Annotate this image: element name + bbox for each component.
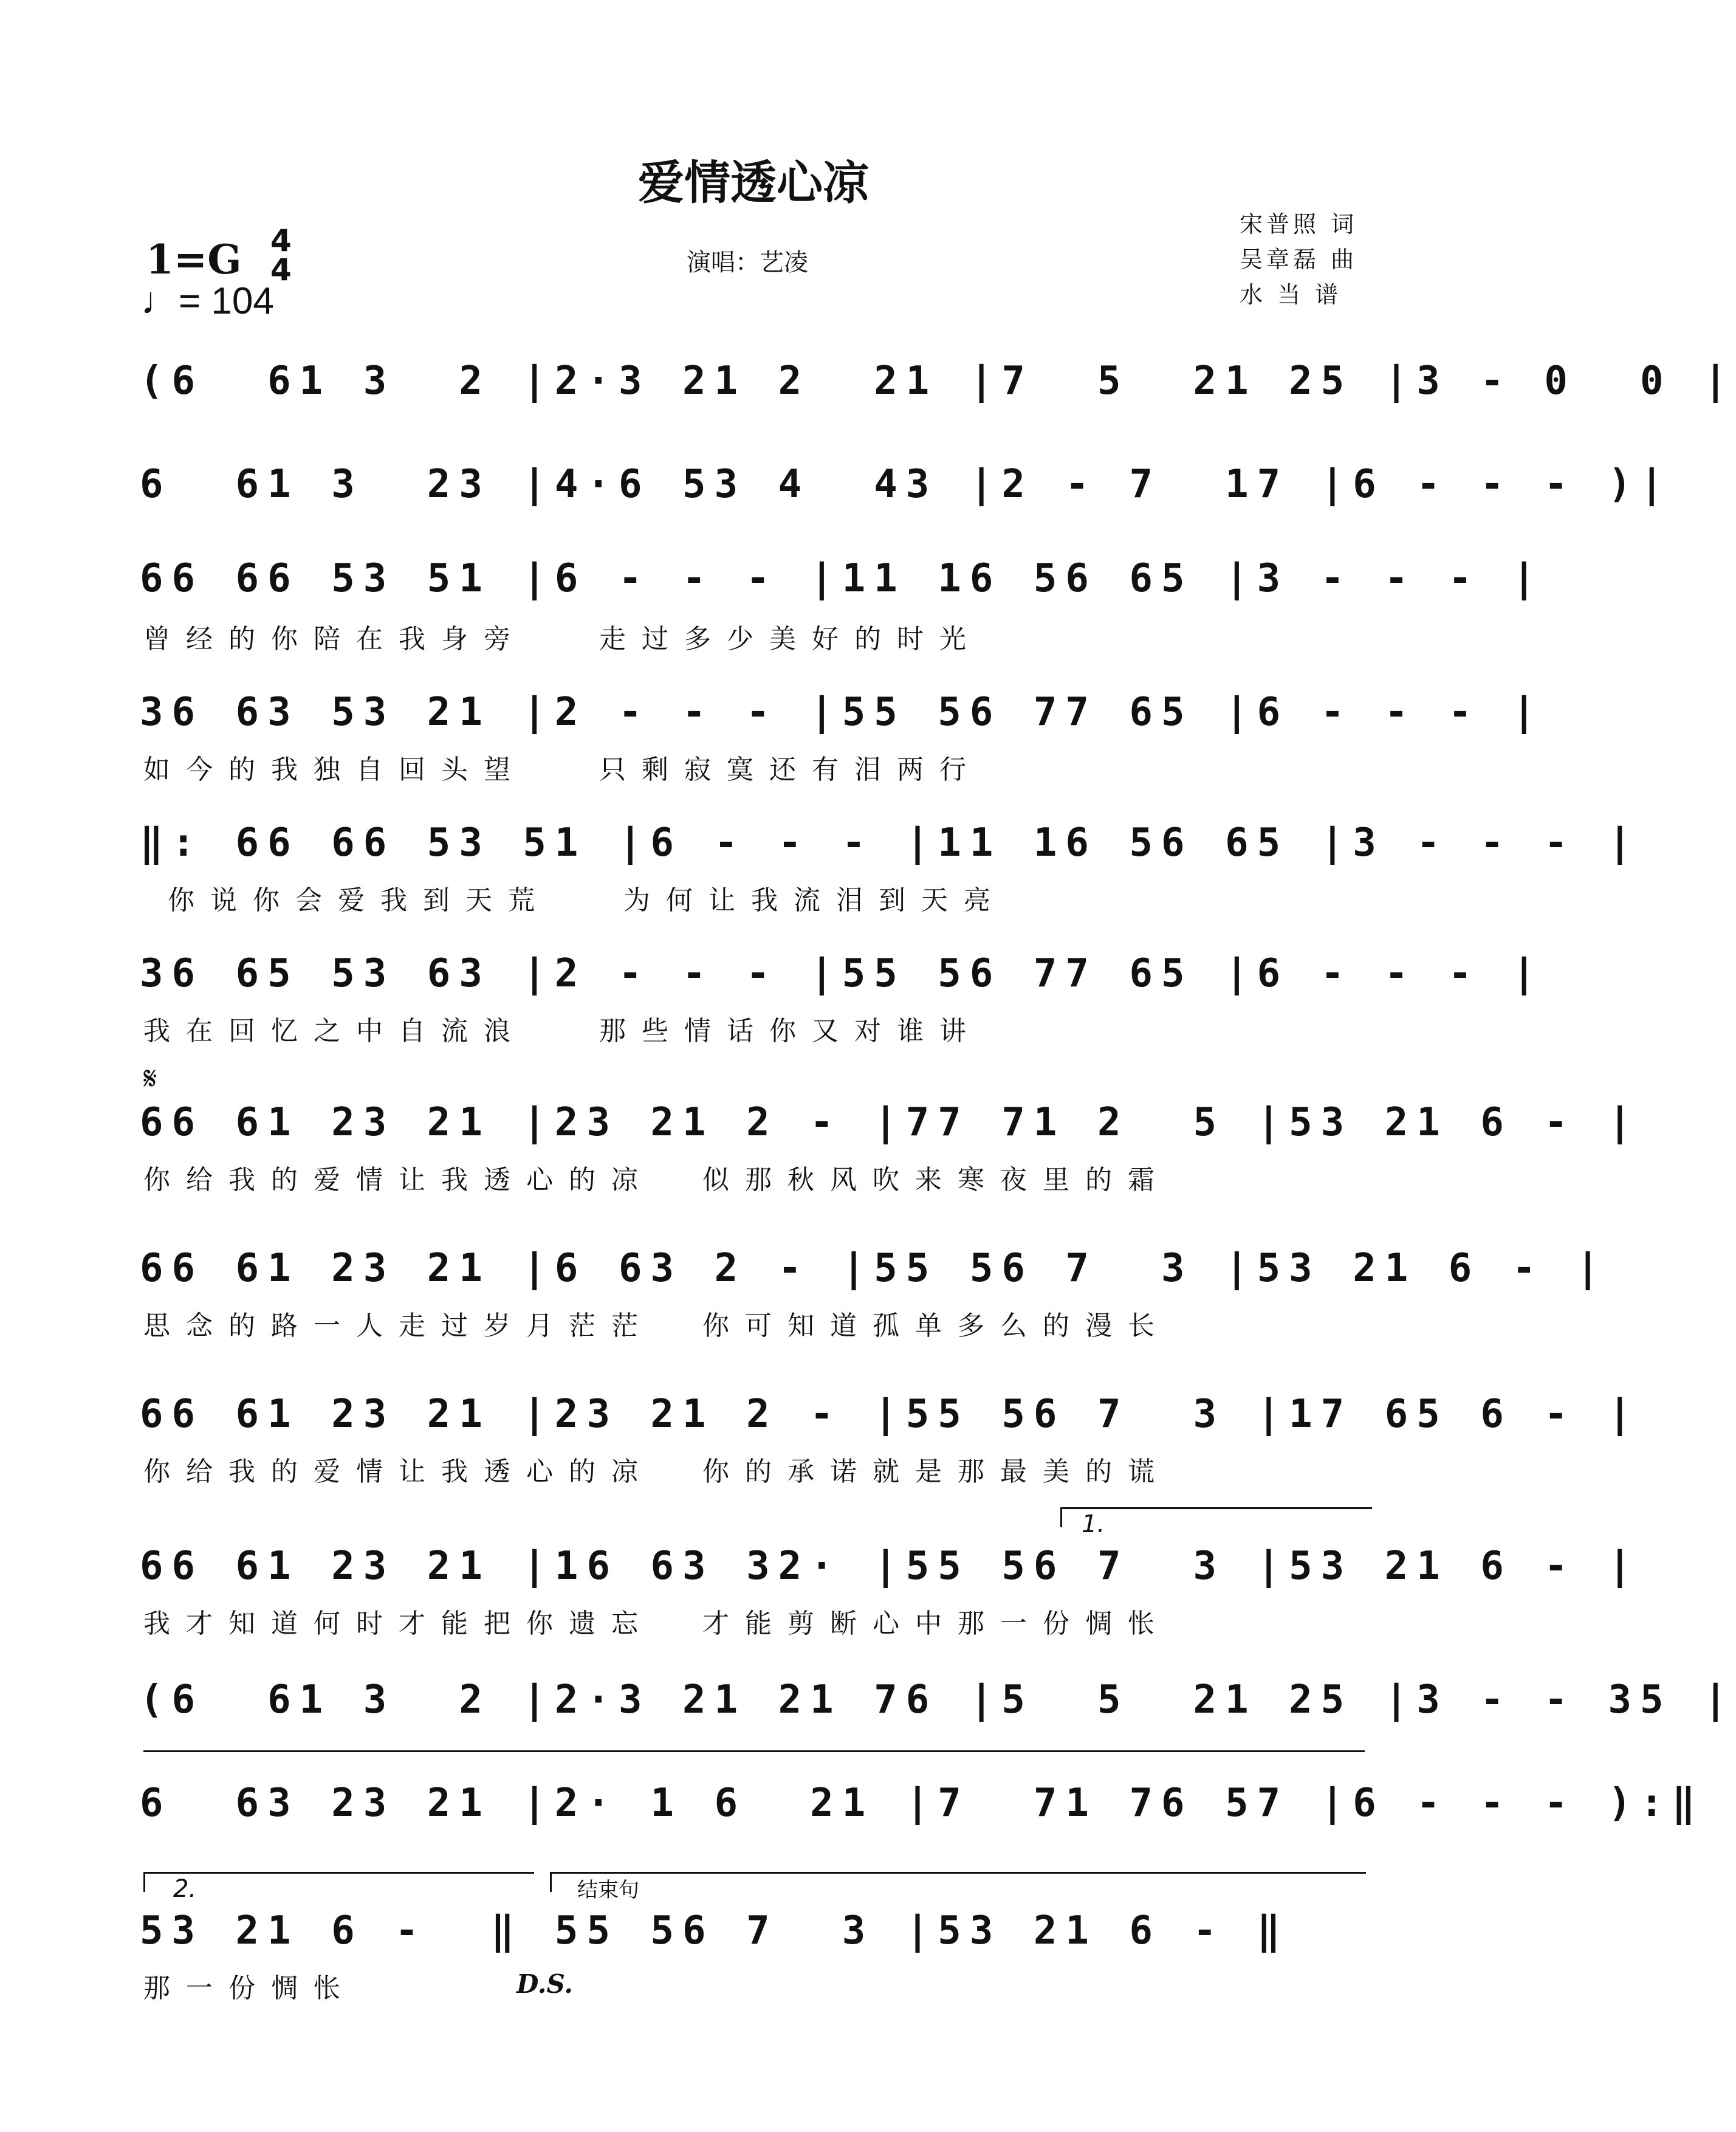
lyrics-line: 那一份惆怅 (143, 1973, 356, 2004)
lyrics-line: 你给我的爱情让我透心的凉 你的承诺就是那最美的谎 (143, 1456, 1170, 1487)
notes-line: 6 61 3 23 |4·6 53 4 43 |2 - 7 17 |6 - - - )| (140, 462, 1672, 507)
time-signature-top: 4 (270, 223, 292, 258)
notes-line: 53 21 6 - ‖ 55 56 7 3 |53 21 6 - ‖ (140, 1908, 1289, 1953)
song-title: 爱情透心凉 (638, 156, 869, 210)
notes-line: 36 65 53 63 |2 - - - |55 56 77 65 |6 - - - | (140, 951, 1545, 996)
notes-line: 66 61 23 21 |6 63 2 - |55 56 7 3 |53 21 6 - | (140, 1246, 1608, 1291)
lyrics-line: 思念的路一人走过岁月茫茫 你可知道孤单多么的漫长 (143, 1310, 1170, 1341)
notes-line: 6 63 23 21 |2· 1 6 21 |7 71 76 57 |6 - - - ):‖ (140, 1781, 1704, 1826)
score-row (0, 820, 1640, 966)
composer-credit: 吴章磊 曲 (1240, 246, 1358, 273)
notes-line: 66 61 23 21 |23 21 2 - |77 71 2 5 |53 21 6 - | (140, 1100, 1640, 1145)
lyrics-line: 我在回忆之中自流浪 那些情话你又对谁讲 (143, 1016, 982, 1047)
lyrics-line: 你说你会爱我到天荒 为何让我流泪到天亮 (143, 885, 1006, 916)
transcriber-credit: 水 当 谱 (1240, 281, 1342, 308)
tempo-marking: ♩= 104 (141, 280, 274, 322)
ending-label: 结束句 (577, 1878, 639, 1902)
lyrics-line: 你给我的爱情让我透心的凉 似那秋风吹来寒夜里的霜 (143, 1164, 1170, 1195)
score-row (0, 690, 1545, 836)
notes-line: (6 61 3 2 |2·3 21 2 21 |7 5 21 25 |3 - 0 0 | (140, 359, 1736, 404)
volta-1-bracket (1060, 1507, 1372, 1527)
key-signature: 1=G (146, 236, 242, 283)
volta-1-extension (143, 1750, 1365, 1752)
credits-block (1240, 207, 1357, 312)
lyricist-credit: 宋普照 词 (1240, 211, 1358, 238)
volta-2-label: 2. (173, 1875, 197, 1903)
ending-bracket (550, 1872, 1366, 1892)
score-row (0, 951, 1545, 1097)
segno-sign: 𝄋 (143, 1061, 157, 1097)
notes-line: 66 61 23 21 |16 63 32· |55 56 7 3 |53 21 6 - | (140, 1544, 1640, 1589)
volta-1-label: 1. (1082, 1510, 1105, 1538)
score-row (0, 1908, 1507, 2054)
dal-segno-mark: D.S. (516, 1969, 574, 1999)
score-row (0, 1246, 1608, 1392)
time-signature-bottom: 4 (270, 252, 292, 287)
notes-line: 66 66 53 51 |6 - - - |11 16 56 65 |3 - - - | (140, 556, 1545, 601)
lyrics-line: 曾经的你陪在我身旁 走过多少美好的时光 (143, 624, 982, 655)
notes-line: 66 61 23 21 |23 21 2 - |55 56 7 3 |17 65 6 - | (140, 1392, 1640, 1437)
lyrics-line: 如今的我独自回头望 只剩寂寞还有泪两行 (143, 754, 982, 785)
score-row (0, 1544, 1640, 1690)
notes-line: 36 63 53 21 |2 - - - |55 56 77 65 |6 - - - | (140, 690, 1545, 735)
notes-line: ‖: 66 66 53 51 |6 - - - |11 16 56 65 |3 - - - | (140, 820, 1640, 865)
volta-2-bracket (143, 1872, 534, 1892)
lyrics-line: 我才知道何时才能把你遗忘 才能剪断心中那一份惆怅 (143, 1608, 1170, 1639)
time-signature (270, 223, 292, 287)
notes-line: (6 61 3 2 |2·3 21 21 76 |5 5 21 25 |3 - - 35 | (140, 1677, 1736, 1722)
score-row (0, 1100, 1640, 1246)
score-row (0, 1781, 1704, 1927)
singer-credit: 演唱：艺凌 (687, 249, 808, 277)
score-row (0, 556, 1545, 702)
